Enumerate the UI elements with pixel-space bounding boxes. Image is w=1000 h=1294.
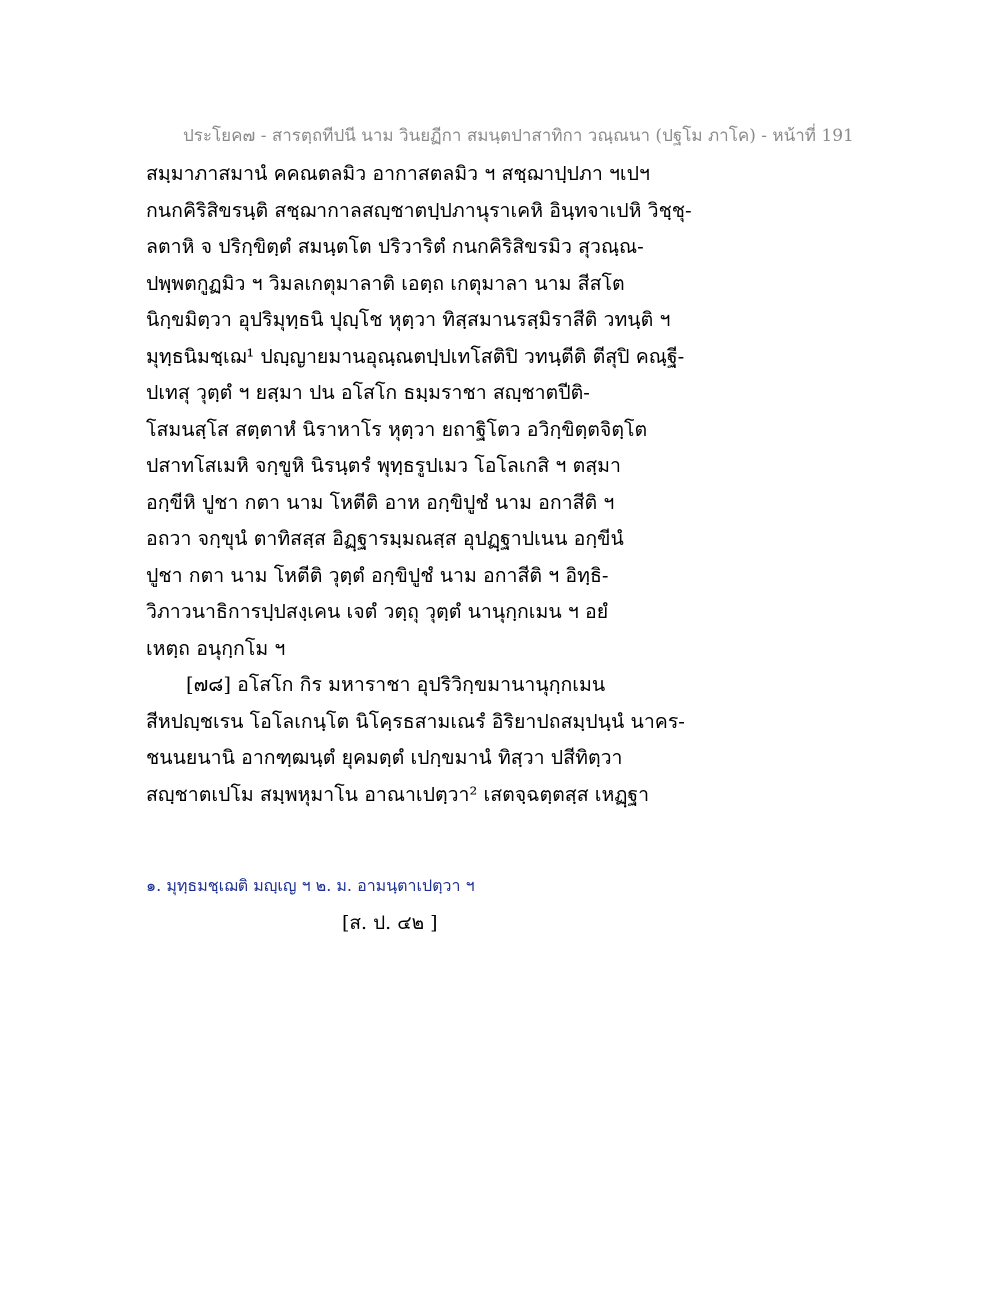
body-line: เหตฺถ อนุกฺกโม ฯ [146, 636, 286, 660]
footnote: ๑. มุทฺธมชฺเฌติ มญฺเญ ฯ ๒. ม. อามนฺตาเปตฺวา ฯ [146, 876, 475, 895]
body-line: ปเทสุ วุตฺตํ ฯ ยสฺมา ปน อโสโก ธมฺมราชา สญฺชาตปีติ- [146, 381, 590, 404]
page-reference: [ส. ป. ๔๒ ] [342, 912, 438, 934]
body-line: สญฺชาตเปโม สมฺพหุมาโน อาณาเปตฺวา² เสตจฺฉตฺตสฺส เหฏฺฐา [146, 782, 650, 806]
body-line: อกฺขีหิ ปูชา กตา นาม โหตีติ อาห อกฺขิปูชํ นาม อกาสีติ ฯ [146, 490, 615, 514]
body-text [146, 156, 746, 813]
body-line: ปูชา กตา นาม โหตีติ วุตฺตํ อกฺขิปูชํ นาม อกาสีติ ฯ อิทฺธิ- [146, 563, 609, 587]
body-line: อถวา จกฺขุนํ ตาทิสสฺส อิฏฺฐารมฺมณสฺส อุปฏฺฐาปเนน อกฺขีนํ [146, 527, 624, 550]
body-line: มุทฺธนิมชฺเฌ¹ ปญฺญายมานอุณฺณตปฺปเทโสติปิ วทนฺตีติ ตีสุปิ คณฺฐี- [146, 344, 685, 368]
body-line: กนกคิริสิขรนฺติ สชฺฌากาลสญฺชาตปฺปภานุราเคหิ อินฺทจาเปหิ วิชฺชุ- [146, 198, 692, 222]
body-line: สมฺมาภาสมานํ คคณตลมิว อากาสตลมิว ฯ สชฺฌาปฺปภา ฯเปฯ [146, 162, 650, 185]
body-line: ปพฺพตกูฏมิว ฯ วิมลเกตุมาลาติ เอตฺถ เกตุมาลา นาม สีสโต [146, 271, 625, 295]
body-line: โสมนสฺโส สตฺตาหํ นิราหาโร หุตฺวา ยถาฐิโตว อวิกฺขิตฺตจิตฺโต [146, 417, 648, 441]
paragraph-start-line: [๗๘] อโสโก กิร มหาราชา อุปริวิกฺขมานานุกฺกเมน [186, 673, 606, 696]
body-line: ชนนยนานิ อากฑฺฒนฺตํ ยุคมตฺตํ เปกฺขมานํ ทิสฺวา ปสีทิตฺวา [146, 746, 623, 769]
body-line: วิภาวนาธิการปฺปสงฺเคน เจตํ วตฺถุ วุตฺตํ นานุกฺกเมน ฯ อยํ [146, 600, 609, 623]
running-header: ประโยค๗ - สารตฺถทีปนี นาม วินยฏีกา สมนฺตปาสาทิกา วณฺณนา (ปฐโม ภาโค) - หน้าที่ 191 [183, 126, 854, 146]
body-line: นิกฺขมิตฺวา อุปริมุทฺธนิ ปุญฺโช หุตฺวา ทิสฺสมานรสฺมิราสีติ วทนฺติ ฯ [146, 308, 671, 331]
body-line: ปสาทโสเมหิ จกฺขูหิ นิรนฺตรํ พุทฺธรูปเมว โอโลเกสิ ฯ ตสฺมา [146, 454, 621, 477]
body-line: สีหปญฺชเรน โอโลเกนฺโต นิโคฺรธสามเณรํ อิริยาปถสมฺปนฺนํ นาคร- [146, 709, 685, 733]
body-line: ลตาหิ จ ปริกฺขิตฺตํ สมนฺตโต ปริวาริตํ กนกคิริสิขรมิว สุวณฺณ- [146, 235, 644, 258]
